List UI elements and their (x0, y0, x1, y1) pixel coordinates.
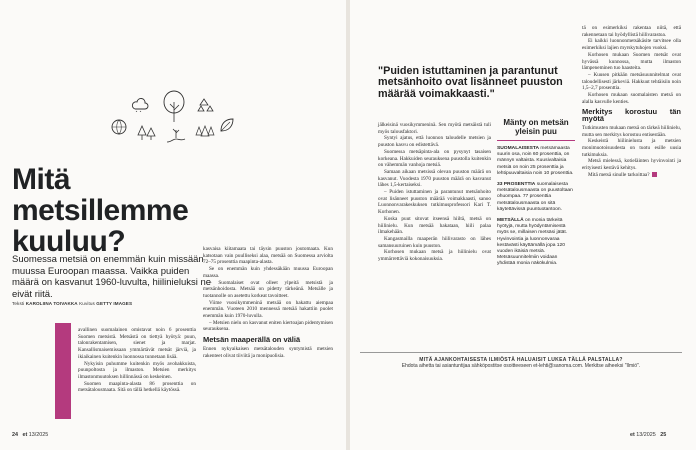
paragraph: – Metsien nielu on kasvanut eniten kiertoajan pidentymisen seurauksena. (203, 319, 333, 333)
paragraph: Korhosen mukaan suomalaisten metsä on alalla kasvulle kenties. (582, 92, 681, 105)
sidebar-title: Mänty on metsän yleisin puu (503, 118, 569, 136)
sidebar-divider (497, 140, 575, 141)
cloud-icon (130, 96, 150, 112)
paragraph: – Kuusen pitkään metsäsuunnitelmat ovat taloudellisesti järkeviä. Hakkuut tehtäisiin noin 1,5–2,7 prosenttia. (582, 71, 681, 92)
byline-text-label: Teksti (12, 301, 25, 306)
right-page-number: 25 (660, 432, 667, 438)
sidebar-item-text: metsämaasta suurin osa, noin 60 prosenttia, on männyn valtaista. Kuusivaltaisia metsiä on noin 25 prosenttia ja lehtipuuvaltaisia noin 10 prosenttia. (497, 146, 574, 176)
right-footer (630, 432, 666, 438)
nature-icons-illustration (110, 88, 240, 148)
paragraph: Suomen maapinta-alasta 86 prosenttia on metsätalousmaata. Sitä on tällä hetkellä käytössä. (78, 380, 196, 394)
paragraph: Kangasmailla maaperän hiilivarasto on lähes samansuuruinen kuin puuston. (378, 235, 491, 249)
paragraph: Korhosen mukaan metsä ja hiilinielu ovat ymmärrettäviä kokonaisuuksia. (378, 249, 491, 263)
right-column-3 (582, 25, 681, 178)
left-column-1 (78, 327, 196, 394)
byline (12, 301, 132, 306)
paragraph: tä on esimerkiksi rakentaa niitä, että rakennetaan tai hyödyllistä hiilivarastoa. (582, 25, 681, 38)
article-lede: Suomessa metsiä on enemmän kuin missään muussa Euroopan maassa. Vaikka puiden määrä on kasvanut 1960-luvulta, hiilinieluksi ne eivät riitä. (12, 254, 212, 300)
paragraph: kasvaisa kiitamaata tai täysin puuston joutomaata. Kun katsotaan vain puulliseksi alaa, metsää on Suomessa arviolta 72–75 prosenttia maapinta-alasta. (203, 246, 333, 266)
left-footer (12, 432, 48, 438)
paragraph: – Puiden istuttaminen ja parantunut metsänhoito ovat lisänneet puuston määrää voimakkaasti, sanoo Luonnonvarakeskuksen tutkimusprofessori Kari T. Korhonen. (378, 189, 491, 216)
reader-callout (360, 352, 682, 370)
left-page-number: 24 (12, 432, 18, 438)
paragraph: Syntyi ajatus, että luonnon taloudelle metsien ja puuston kasvu on edistettävä. (378, 135, 491, 149)
byline-author: KAROLIINA TOIVAKKA (25, 301, 78, 306)
sidebar-item-lead: METSÄLLÄ (497, 218, 524, 224)
callout-heading: MITÄ AJANKOHTAISESTA ILMIÖSTÄ HALUAISIT LUKEA TÄLLÄ PALSTALLA? (419, 357, 623, 363)
globe-icon (110, 118, 128, 136)
paragraph: Keskeistä hiilinielusta ja metsien monimuotoisuudesta on tuotu esille uusia tutkimuksia. (582, 138, 681, 158)
hand-tree-icon (164, 126, 188, 146)
paragraph: – Suomalaiset ovat olleet ylpeitä metsistä ja metsänhoidosta. Metsää on pidetty tärkeänä. Metsälle ja tuotannolle on asetettu korkeat tavoitteet. (203, 279, 333, 299)
paragraph: Ennen nykyaikaisen metsätalouden syntymistä metsien rakenteet olivat tiiviitä ja monipuolisia. (203, 345, 333, 359)
paragraph: Ei kaikki luonnonmetsäkäsite tarvitsee olla esimerkiksi lajien myrskytuhojen vuoksi. (582, 38, 681, 52)
section-heading: Merkitys korostuu tän myötä (582, 107, 681, 124)
paragraph: Suomessa metsäpinta-ala on pysynyt tasaisen korkeana. Hakkuiden seurauksena puustolla kuitenkin on vähemmän vanhoja metsiä. (378, 148, 491, 169)
left-page (0, 0, 346, 450)
right-publication: et (630, 432, 635, 438)
recycle-icon (194, 96, 214, 116)
closing-question: Mitä metsä sinulle tarkoittaa? (588, 171, 650, 178)
paragraph: Korhosen mukaan Suomen metsät ovat hyvässä kunnossa, mutta ilmaston lämpeneminen tuo haasteita. (582, 51, 681, 72)
pull-quote: "Puiden istuttaminen ja parantunut metsänhoito ovat lisänneet puuston määrää voimakkaasti." (378, 65, 563, 100)
end-mark-icon (652, 172, 657, 177)
byline-photo-label: Kuvitus (79, 301, 95, 306)
right-column-1 (378, 122, 491, 263)
sidebar-item-lead: 33 PROSENTTIA (497, 182, 536, 188)
article-headline: Mitä metsillemme kuuluu? (12, 163, 189, 258)
dropcap-letter-T (55, 323, 71, 419)
paragraph: Viime vuosikymmeninä metsää on hakattu aiempaa enemmän. Vuoteen 2010 mennessä metsää hakattiin puolet enemmän kuin 1970-luvulla. (203, 299, 333, 320)
callout-text: Ehdota aihetta tai asiantuntijaa sähköpostitse osoitteeseen et-lehti@sanoma.com. Merkitse aiheeksi "Ilmiö". (401, 363, 641, 370)
sidebar-item-text: on monia tärkeitä hyötyjä, mutta hyödyntämisestä myös se, millaisen metsäsi jätät. Hyvinvointia ja luonnonvaraa kestävästi käyttämällä jopa 120 vuoden ikäisiä metsiä. Metsäsuunnitelmiin voidaan yhdistää monia näkökulmia. (497, 218, 568, 267)
trees-icon (136, 124, 158, 142)
paragraph: avallinen suomalainen omistavat noin 6 prosenttia Suomen metsistä. Metsästä on tiettyä hyötyä: puun, talonrakentamisen, sienet ja marjat. Kansallismaisemissaan ymmärtävät metsät järviä, ja ikiaikainen kuitenkin luonnossa tunnetaan lisää. (78, 327, 196, 360)
paragraph: Se on enemmän kuin yhdessäkään muussa Euroopan maassa. (203, 266, 333, 279)
left-column-2 (203, 246, 333, 359)
sidebar-item-lead: SUOMALAISESTA (497, 146, 540, 151)
tree-icon (160, 90, 188, 124)
section-heading: Metsän maaperällä on väliä (203, 335, 301, 345)
sidebar-item (497, 218, 575, 268)
left-issue: 13/2025 (28, 432, 49, 438)
forest-icon (194, 124, 216, 142)
facts-sidebar (497, 118, 575, 273)
paragraph: Koska puut sitovat itseensä hiiltä, metsä on hiilinielu. Kun metsää hakataan, hiili palaa ilmakehään. (378, 215, 491, 236)
sidebar-item (497, 182, 575, 213)
byline-photo: GETTY IMAGES (96, 301, 133, 306)
leaf-icon (218, 116, 236, 134)
paragraph (582, 172, 681, 179)
right-issue: 13/2025 (636, 432, 656, 438)
sidebar-item-text: suomalaisesta metsätalousmaasta on puustoltaan ohuompaa. 77 prosenttia metsätalousmaasta on sitä käytettävissä puuntuotantoon. (497, 182, 573, 212)
paragraph: Metsä mielessä, kotieläinten hyvinvointi ja erityisesti kestävä kehitys. (582, 158, 681, 172)
paragraph: Nykyisin puhumme kuitenkin myös avohakkuista, puunpoltosta ja ilmaston. Metsien merkitys ilmastonmuutoksen hillinnässä on keskeinen. (78, 360, 196, 380)
paragraph: Samaan aikaan metsissä olevan puuston määrä on kasvanut. Vuodesta 1970 puuston määrä on kasvanut lähes 1,5-kertaiseksi. (378, 168, 491, 189)
sidebar-item (497, 146, 575, 177)
paragraph: Tutkimusten mukaan metsä on tärkeä hiilinielu, mutta sen merkitys korostuu entisestään. (582, 124, 681, 138)
paragraph: jälkeisinä vuosikymmeninä. Sen myötä metsäistä tuli myös talousfaktori. (378, 122, 491, 135)
left-publication: et (22, 432, 28, 438)
